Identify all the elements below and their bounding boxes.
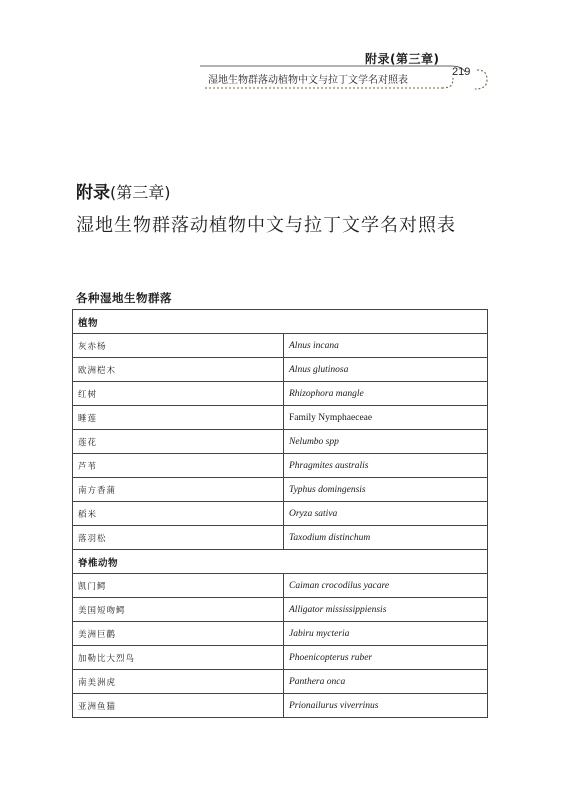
running-head-subtitle: 湿地生物群落动植物中文与拉丁文学名对照表: [208, 75, 408, 86]
table-row: [73, 454, 488, 478]
latin-name-cell: Panthera onca: [284, 670, 488, 694]
table-row: [73, 670, 488, 694]
table-row: [73, 478, 488, 502]
latin-name-cell: Oryza sativa: [284, 502, 488, 526]
title-chapter-paren: (第三章): [110, 183, 171, 202]
chinese-name-cell: 莲花: [73, 430, 284, 454]
group-label: 植物: [73, 310, 488, 334]
chinese-name-cell: 亚洲鱼猫: [73, 694, 284, 718]
chinese-name-cell: 稻米: [73, 502, 284, 526]
title-line-2: 湿地生物群落动植物中文与拉丁文学名对照表: [76, 215, 456, 236]
table-row: [73, 526, 488, 550]
chinese-name-cell: 美国短吻鳄: [73, 598, 284, 622]
page-number: 219: [452, 66, 471, 78]
table-row: [73, 430, 488, 454]
species-table: [72, 309, 488, 718]
chapter-title: [76, 178, 456, 237]
running-head: [0, 0, 570, 100]
chinese-name-cell: 美洲巨鹳: [73, 622, 284, 646]
chinese-name-cell: 睡莲: [73, 406, 284, 430]
latin-name-cell: Taxodium distinchum: [284, 526, 488, 550]
table-row: [73, 382, 488, 406]
title-line-1: [76, 178, 456, 203]
running-head-appendix: 附录(第三章): [365, 52, 440, 66]
table-row: [73, 622, 488, 646]
section-heading: 各种湿地生物群落: [76, 291, 172, 305]
chinese-name-cell: 南美洲虎: [73, 670, 284, 694]
chinese-name-cell: 芦苇: [73, 454, 284, 478]
table-row: [73, 646, 488, 670]
latin-name-cell: Alligator mississippiensis: [284, 598, 488, 622]
chinese-name-cell: 灰赤杨: [73, 334, 284, 358]
table-row: [73, 406, 488, 430]
latin-name-cell: Phragmites australis: [284, 454, 488, 478]
table-row: [73, 598, 488, 622]
latin-name-cell: Caiman crocodilus yacare: [284, 574, 488, 598]
latin-name-cell: Phoenicopterus ruber: [284, 646, 488, 670]
chinese-name-cell: 加勒比大烈鸟: [73, 646, 284, 670]
title-appendix: 附录: [76, 183, 110, 203]
table-row: [73, 358, 488, 382]
group-header-row: [73, 550, 488, 574]
latin-name-cell: Rhizophora mangle: [284, 382, 488, 406]
chinese-name-cell: 南方香蒲: [73, 478, 284, 502]
latin-name-cell: Alnus incana: [284, 334, 488, 358]
table-row: [73, 334, 488, 358]
table-row: [73, 694, 488, 718]
chinese-name-cell: 落羽松: [73, 526, 284, 550]
chinese-name-cell: 欧洲桤木: [73, 358, 284, 382]
chinese-name-cell: 凯门鳄: [73, 574, 284, 598]
table-row: [73, 574, 488, 598]
group-label: 脊椎动物: [73, 550, 488, 574]
group-header-row: [73, 310, 488, 334]
latin-name-cell: Jabiru mycteria: [284, 622, 488, 646]
latin-name-cell: Prionailurus viverrinus: [284, 694, 488, 718]
chinese-name-cell: 红树: [73, 382, 284, 406]
table-row: [73, 502, 488, 526]
latin-name-cell: Typhus domingensis: [284, 478, 488, 502]
latin-name-cell: Family Nymphaeceae: [284, 406, 488, 430]
latin-name-cell: Nelumbo spp: [284, 430, 488, 454]
latin-name-cell: Alnus glutinosa: [284, 358, 488, 382]
